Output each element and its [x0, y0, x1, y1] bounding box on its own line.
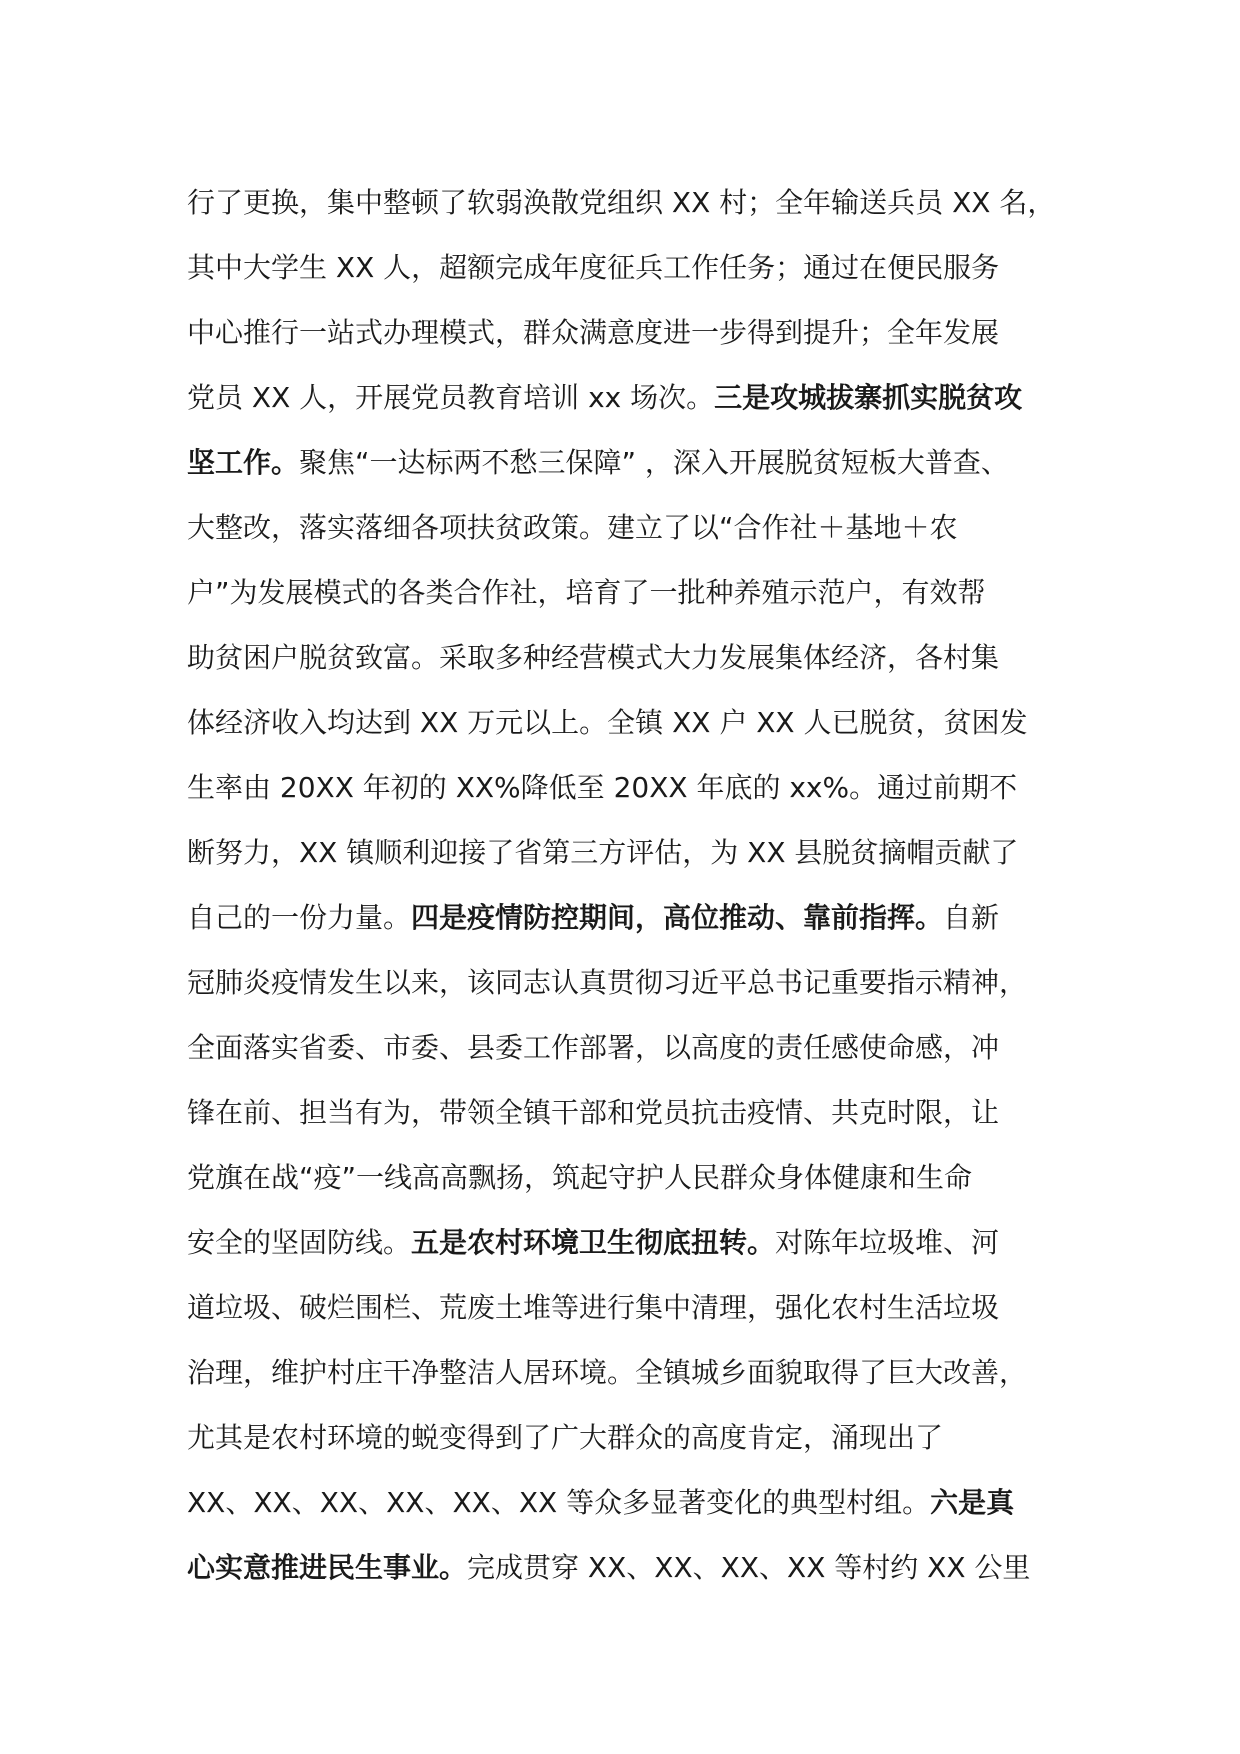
body-text-segment: 自己的一份力量。: [187, 901, 412, 934]
bold-heading-text: 三是攻城拔寨抓实脱贫攻: [714, 381, 1023, 414]
text-line: [187, 1275, 1087, 1340]
body-text-segment: 大整改，落实落细各项扶贫政策。建立了以“合作社＋基地＋农: [187, 511, 958, 544]
text-line: [187, 1405, 1087, 1470]
body-text: [187, 170, 1087, 1600]
text-line: [187, 1340, 1087, 1405]
body-text-segment: 聚焦“一达标两不愁三保障” ，深入开展脱贫短板大普查、: [299, 446, 1009, 479]
text-line: [187, 235, 1087, 300]
body-text-segment: 户”为发展模式的各类合作社，培育了一批种养殖示范户，有效帮: [187, 576, 986, 609]
body-text-segment: 党旗在战“疫”一线高高飘扬，筑起守护人民群众身体健康和生命: [187, 1161, 973, 1194]
text-line: [187, 690, 1087, 755]
body-text-segment: 中心推行一站式办理模式，群众满意度进一步得到提升；全年发展: [187, 316, 1000, 349]
text-line: [187, 1145, 1087, 1210]
text-line: [187, 495, 1087, 560]
body-text-segment: 锋在前、担当有为，带领全镇干部和党员抗击疫情、共克时限，让: [187, 1096, 1000, 1129]
text-line: [187, 560, 1087, 625]
body-text-segment: 助贫困户脱贫致富。采取多种经营模式大力发展集体经济，各村集: [187, 641, 1000, 674]
body-text-segment: 道垃圾、破烂围栏、荒废土堆等进行集中清理，强化农村生活垃圾: [187, 1291, 1000, 1324]
body-text-segment: 体经济收入均达到 XX 万元以上。全镇 XX 户 XX 人已脱贫，贫困发: [187, 706, 1028, 739]
body-text-segment: 对陈年垃圾堆、河: [775, 1226, 1000, 1259]
text-line: [187, 1535, 1087, 1600]
bold-heading-text: 四是疫情防控期间，高位推动、靠前指挥。: [411, 901, 944, 934]
body-text-segment: 冠肺炎疫情发生以来，该同志认真贯彻习近平总书记重要指示精神，: [187, 966, 1028, 999]
body-text-segment: 安全的坚固防线。: [187, 1226, 412, 1259]
body-text-segment: 全面落实省委、市委、县委工作部署，以高度的责任感使命感，冲: [187, 1031, 1000, 1064]
text-line: [187, 170, 1087, 235]
text-line: [187, 1015, 1087, 1080]
text-line: [187, 430, 1087, 495]
text-line: [187, 625, 1087, 690]
body-text-segment: 尤其是农村环境的蜕变得到了广大群众的高度肯定，涌现出了: [187, 1421, 944, 1454]
text-line: [187, 1210, 1087, 1275]
body-text-segment: 党员 XX 人，开展党员教育培训 xx 场次。: [187, 381, 715, 414]
body-text-segment: 行了更换，集中整顿了软弱涣散党组织 XX 村；全年输送兵员 XX 名，: [187, 186, 1056, 219]
body-text-segment: XX、XX、XX、XX、XX、XX 等众多显著变化的典型村组。: [187, 1486, 931, 1519]
text-line: [187, 885, 1087, 950]
bold-heading-text: 心实意推进民生事业。: [187, 1551, 468, 1584]
body-text-segment: 断努力，XX 镇顺利迎接了省第三方评估，为 XX 县脱贫摘帽贡献了: [187, 836, 1019, 869]
body-text-segment: 其中大学生 XX 人，超额完成年度征兵工作任务；通过在便民服务: [187, 251, 1000, 284]
text-line: [187, 365, 1087, 430]
text-line: [187, 755, 1087, 820]
text-line: [187, 1080, 1087, 1145]
body-text-segment: 自新: [943, 901, 1000, 934]
bold-heading-text: 坚工作。: [187, 446, 300, 479]
text-line: [187, 1470, 1087, 1535]
body-text-segment: 完成贯穿 XX、XX、XX、XX 等村约 XX 公里: [467, 1551, 1031, 1584]
text-line: [187, 300, 1087, 365]
bold-heading-text: 六是真: [930, 1486, 1015, 1519]
bold-heading-text: 五是农村环境卫生彻底扭转。: [411, 1226, 776, 1259]
body-text-segment: 治理，维护村庄干净整洁人居环境。全镇城乡面貌取得了巨大改善，: [187, 1356, 1028, 1389]
text-line: [187, 950, 1087, 1015]
text-line: [187, 820, 1087, 885]
body-text-segment: 生率由 20XX 年初的 XX%降低至 20XX 年底的 xx%。通过前期不: [187, 771, 1018, 804]
